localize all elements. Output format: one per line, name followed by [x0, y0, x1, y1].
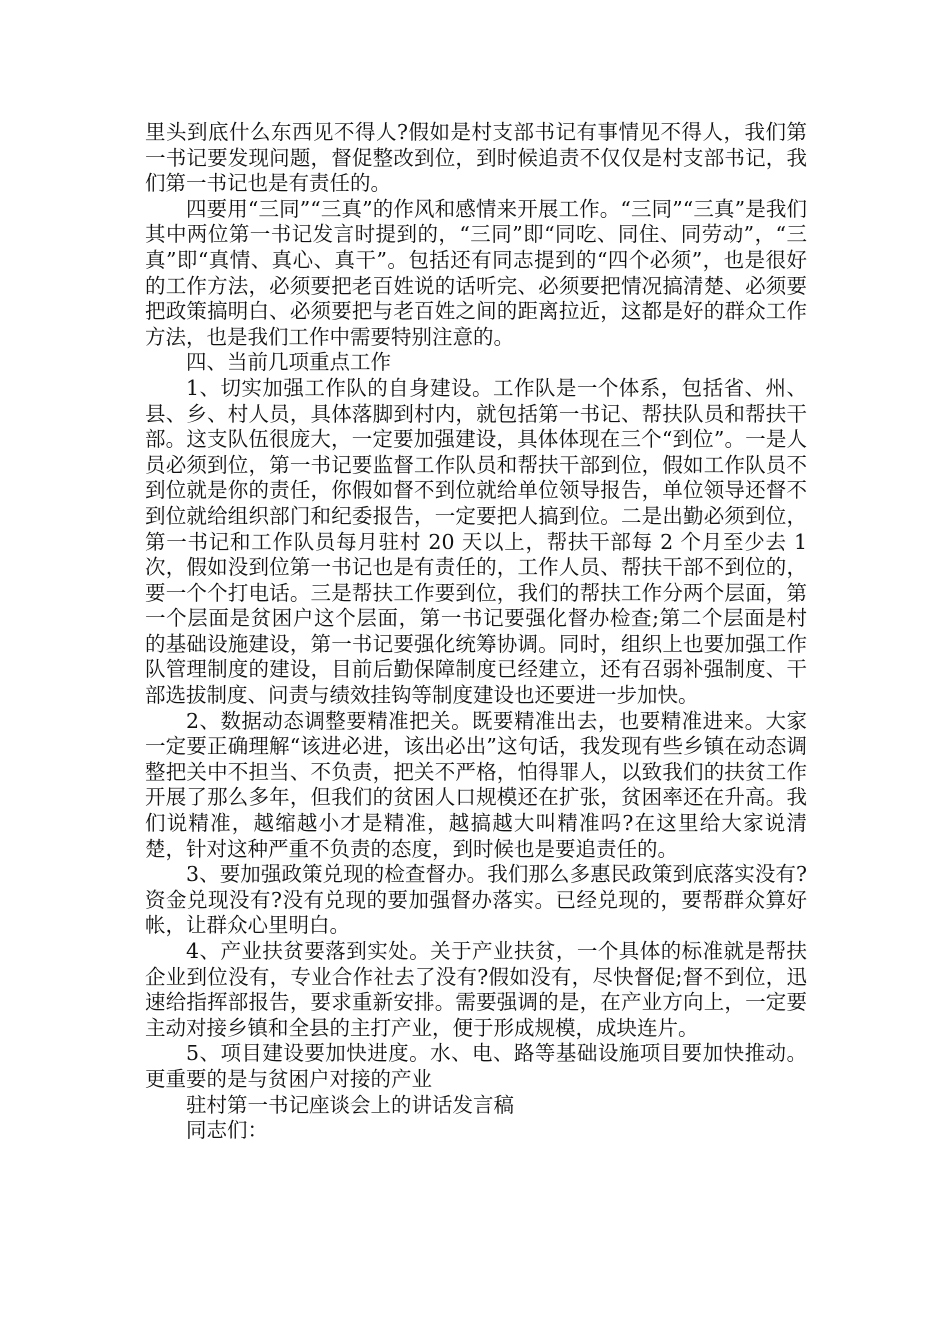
- document-body: [145, 120, 807, 1144]
- paragraph-policy-supervision: 3、要加强政策兑现的检查督办。我们那么多惠民政策到底落实没有?资金兑现没有?没有兑现的要加强督办落实。已经兑现的，要帮群众算好帐，让群众心里明白。: [145, 862, 807, 938]
- section-heading-key-work: 四、当前几项重点工作: [186, 350, 391, 375]
- paragraph-data-adjustment: 2、数据动态调整要精准把关。既要精准出去，也要精准进来。大家一定要正确理解“该进必进，该出必出”这句话，我发现有些乡镇在动态调整把关中不担当、不负责，把关不严格，怕得罪人，以致我们的扶贫工作开展了那么多年，但我们的贫困人口规模还在扩张，贫困率还在升高。我们说精准，越缩越小才是精准，越搞越大叫精准吗?在这里给大家说清楚，针对这种严重不负责的态度，到时候也是要追责任的。: [145, 708, 807, 861]
- paragraph-project-construction: 5、项目建设要加快进度。水、电、路等基础设施项目要加快推动。更重要的是与贫困户对接的产业: [145, 1041, 807, 1091]
- paragraph-industry-poverty: 4、产业扶贫要落到实处。关于产业扶贫，一个具体的标准就是帮扶企业到位没有，专业合作社去了没有?假如没有，尽快督促;督不到位，迅速给指挥部报告，要求重新安排。需要强调的是，在产业方向上，一定要主动对接乡镇和全县的主打产业，便于形成规模，成块连片。: [145, 939, 807, 1040]
- paragraph-continuation: 里头到底什么东西见不得人?假如是村支部书记有事情见不得人，我们第一书记要发现问题，督促整改到位，到时候追责不仅仅是村支部书记，我们第一书记也是有责任的。: [145, 120, 807, 196]
- document-title: 驻村第一书记座谈会上的讲话发言稿: [186, 1092, 514, 1117]
- salutation: 同志们：: [186, 1118, 268, 1143]
- paragraph-three-tong-three-zhen: 四要用“三同”“三真”的作风和感情来开展工作。“三同”“三真”是我们其中两位第一书记发言时提到的，“三同”即“同吃、同住、同劳动”，“三真”即“真情、真心、真干”。包括还有同志提到的“四个必须”，也是很好的工作方法，必须要把老百姓说的话听完、必须要把情况搞清楚、必须要把政策搞明白、必须要把与老百姓之间的距离拉近，这都是好的群众工作方法，也是我们工作中需要特别注意的。: [145, 196, 807, 349]
- paragraph-work-team-building: 1、切实加强工作队的自身建设。工作队是一个体系，包括省、州、县、乡、村人员，具体落脚到村内，就包括第一书记、帮扶队员和帮扶干部。这支队伍很庞大，一定要加强建设，具体体现在三个“到位”。一是人员必须到位，第一书记要监督工作队员和帮扶干部到位，假如工作队员不到位就是你的责任，你假如督不到位就给单位领导报告，单位领导还督不到位就给组织部门和纪委报告，一定要把人搞到位。二是出勤必须到位，第一书记和工作队员每月驻村 20 天以上，帮扶干部每 2 个月至少去 1 次，假如没到位第一书记也是有责任的，工作人员、帮扶干部不到位的，要一个个打电话。三是帮扶工作要到位，我们的帮扶工作分两个层面，第一个层面是贫困户这个层面，第一书记要强化督办检查;第二个层面是村的基础设施建设，第一书记要强化统筹协调。同时，组织上也要加强工作队管理制度的建设，目前后勤保障制度已经建立，还有召弱补强制度、干部选拔制度、问责与绩效挂钩等制度建设也还要进一步加快。: [145, 375, 807, 708]
